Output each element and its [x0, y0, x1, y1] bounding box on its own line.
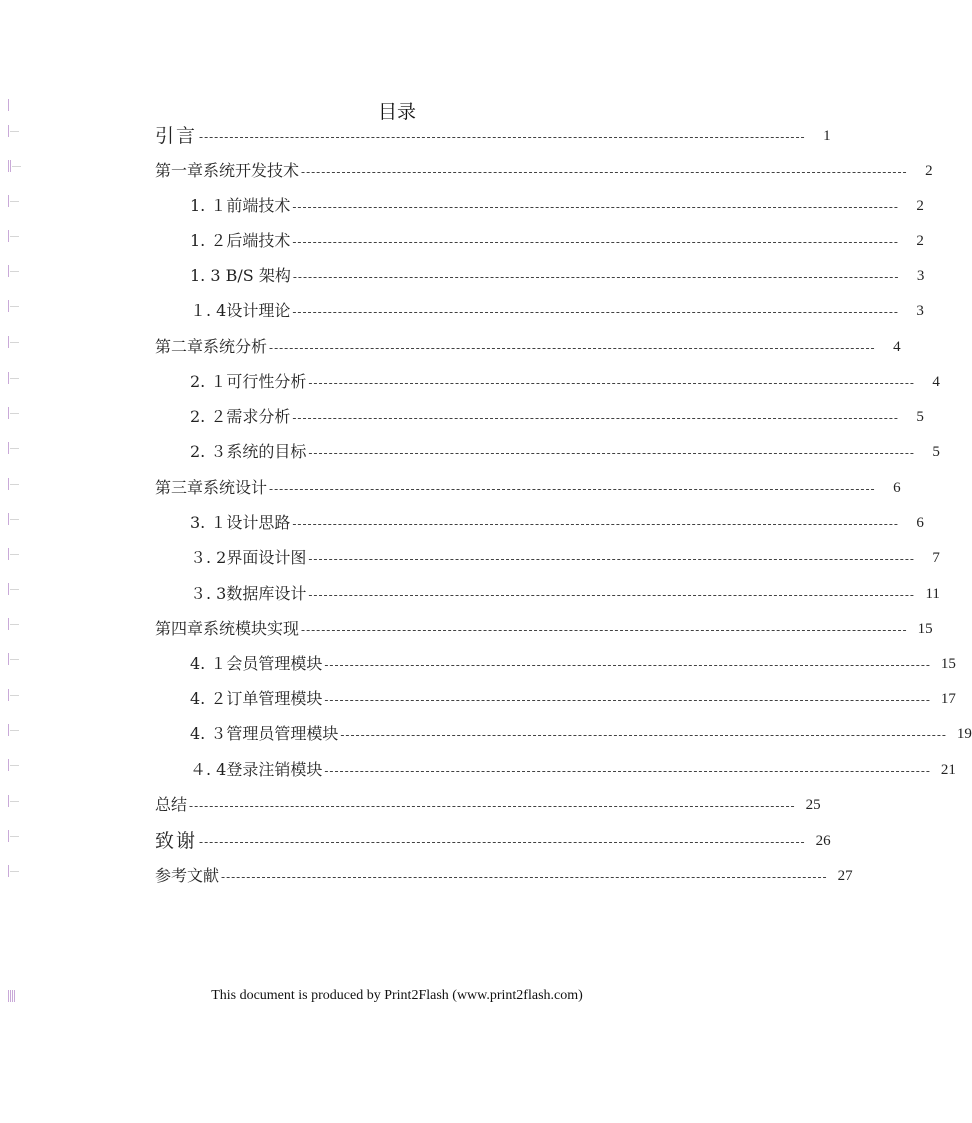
toc-entry[interactable]: [190, 192, 924, 216]
toc-entry-page-number: 3: [916, 268, 925, 284]
toc-entry-title: 第三章系统设计: [155, 478, 268, 497]
toc-title: 目录: [377, 101, 416, 123]
toc-entry-title: 4. ３管理员管理模块: [190, 724, 339, 743]
dot-leader: ------------------------------------------------------------------------------------------------------------------------: [269, 341, 876, 355]
toc-entry[interactable]: [190, 227, 924, 251]
dot-leader: ------------------------------------------------------------------------------------------------------------------------: [292, 517, 899, 531]
toc-entry-page-number: 6: [893, 480, 901, 496]
toc-entry-page-number: 25: [805, 797, 821, 813]
toc-entry[interactable]: [155, 862, 853, 886]
toc-entry[interactable]: [190, 403, 924, 427]
toc-entry-title: ３. 2界面设计图: [190, 548, 307, 567]
toc-entry-page-number: 4: [893, 339, 901, 355]
toc-entry[interactable]: [155, 827, 831, 852]
dot-leader: ------------------------------------------------------------------------------------------------------------------------: [292, 270, 900, 284]
toc-entry-page-number: 17: [940, 691, 956, 707]
dot-leader: ------------------------------------------------------------------------------------------------------------------------: [308, 552, 915, 566]
dot-leader: ------------------------------------------------------------------------------------------------------------------------: [308, 446, 915, 460]
toc-entry[interactable]: [155, 615, 933, 639]
dot-leader: ------------------------------------------------------------------------------------------------------------------------: [189, 799, 796, 813]
toc-entry[interactable]: [155, 791, 821, 815]
toc-entry[interactable]: [190, 756, 956, 780]
toc-entry-page-number: 6: [916, 515, 924, 531]
toc-entry-page-number: 2: [925, 163, 933, 179]
toc-entry-page-number: 2: [916, 198, 924, 214]
dot-leader: ------------------------------------------------------------------------------------------------------------------------: [308, 588, 915, 602]
toc-entry[interactable]: [155, 157, 933, 181]
dot-leader: ------------------------------------------------------------------------------------------------------------------------: [324, 658, 931, 672]
toc-entry-page-number: 5: [932, 444, 940, 460]
toc-entry-page-number: 27: [837, 868, 853, 884]
toc-entry[interactable]: [190, 720, 972, 744]
toc-entry-title: 4. ２订单管理模块: [190, 689, 323, 708]
toc-entry[interactable]: [190, 262, 925, 286]
toc-entry-page-number: 15: [940, 656, 956, 672]
dot-leader: ------------------------------------------------------------------------------------------------------------------------: [292, 235, 899, 249]
dot-leader: ------------------------------------------------------------------------------------------------------------------------: [269, 482, 876, 496]
dot-leader: ------------------------------------------------------------------------------------------------------------------------: [199, 835, 806, 849]
toc-entry-title: 1. １前端技术: [190, 196, 291, 215]
dot-leader: ------------------------------------------------------------------------------------------------------------------------: [292, 411, 899, 425]
toc-entry-title: 第四章系统模块实现: [155, 619, 300, 638]
toc-entry-title: 总结: [155, 795, 188, 814]
toc-entry-title: 第一章系统开发技术: [155, 161, 300, 180]
toc-entry-title: 第二章系统分析: [155, 337, 268, 356]
toc-entry[interactable]: [155, 474, 901, 498]
dot-leader: ------------------------------------------------------------------------------------------------------------------------: [301, 623, 908, 637]
toc-entry-title: 2. ２需求分析: [190, 407, 291, 426]
toc-entry[interactable]: [190, 509, 924, 533]
toc-entry-page-number: 26: [815, 833, 831, 849]
toc-entry[interactable]: [155, 122, 831, 147]
dot-leader: ------------------------------------------------------------------------------------------------------------------------: [324, 693, 931, 707]
toc-entry-title: ３. 3数据库设计: [190, 584, 307, 603]
dot-leader: ------------------------------------------------------------------------------------------------------------------------: [199, 130, 806, 144]
toc-entry-page-number: 5: [916, 409, 924, 425]
toc-entry[interactable]: [190, 685, 956, 709]
toc-entry-title: ４. 4登录注销模块: [190, 760, 323, 779]
toc-entry-title: 4. １会员管理模块: [190, 654, 323, 673]
toc-entry[interactable]: [190, 438, 940, 462]
toc-entry[interactable]: [190, 297, 924, 321]
toc-entry-title: １. 4设计理论: [190, 301, 291, 320]
dot-leader: ------------------------------------------------------------------------------------------------------------------------: [292, 200, 899, 214]
toc-entry-page-number: 3: [916, 303, 924, 319]
toc-entry[interactable]: [190, 368, 940, 392]
dot-leader: ------------------------------------------------------------------------------------------------------------------------: [292, 305, 899, 319]
toc-entry-title: 参考文献: [155, 866, 220, 885]
toc-entry-page-number: 2: [916, 233, 924, 249]
toc-entry-page-number: 1: [823, 128, 831, 144]
toc-entry-page-number: 11: [925, 586, 940, 602]
toc-entry-title: 2. １可行性分析: [190, 372, 307, 391]
dot-leader: ------------------------------------------------------------------------------------------------------------------------: [324, 764, 931, 778]
toc-entry[interactable]: [155, 333, 901, 357]
dot-leader: ------------------------------------------------------------------------------------------------------------------------: [301, 165, 908, 179]
toc-entry-page-number: 21: [940, 762, 956, 778]
toc-entry-title: 引言: [155, 125, 198, 147]
toc-entry[interactable]: [190, 580, 940, 604]
toc-entry[interactable]: [190, 544, 940, 568]
dot-leader: ------------------------------------------------------------------------------------------------------------------------: [340, 728, 947, 742]
toc-entry-page-number: 15: [917, 621, 933, 637]
toc-entry-page-number: 19: [956, 726, 972, 742]
footer-note: This document is produced by Print2Flash (www.print2flash.com): [211, 988, 583, 1003]
dot-leader: ------------------------------------------------------------------------------------------------------------------------: [221, 870, 828, 884]
toc-entry-title: 2. ３系统的目标: [190, 442, 307, 461]
toc-entry-title: 致谢: [155, 830, 198, 852]
toc-entry-title: 3. １设计思路: [190, 513, 291, 532]
toc-entry-title: 1. 3 B/S 架构: [190, 266, 291, 285]
toc-entry[interactable]: [190, 650, 956, 674]
toc-entry-page-number: 4: [932, 374, 940, 390]
dot-leader: ------------------------------------------------------------------------------------------------------------------------: [308, 376, 915, 390]
toc-entry-title: 1. ２后端技术: [190, 231, 291, 250]
toc-entry-page-number: 7: [932, 550, 940, 566]
